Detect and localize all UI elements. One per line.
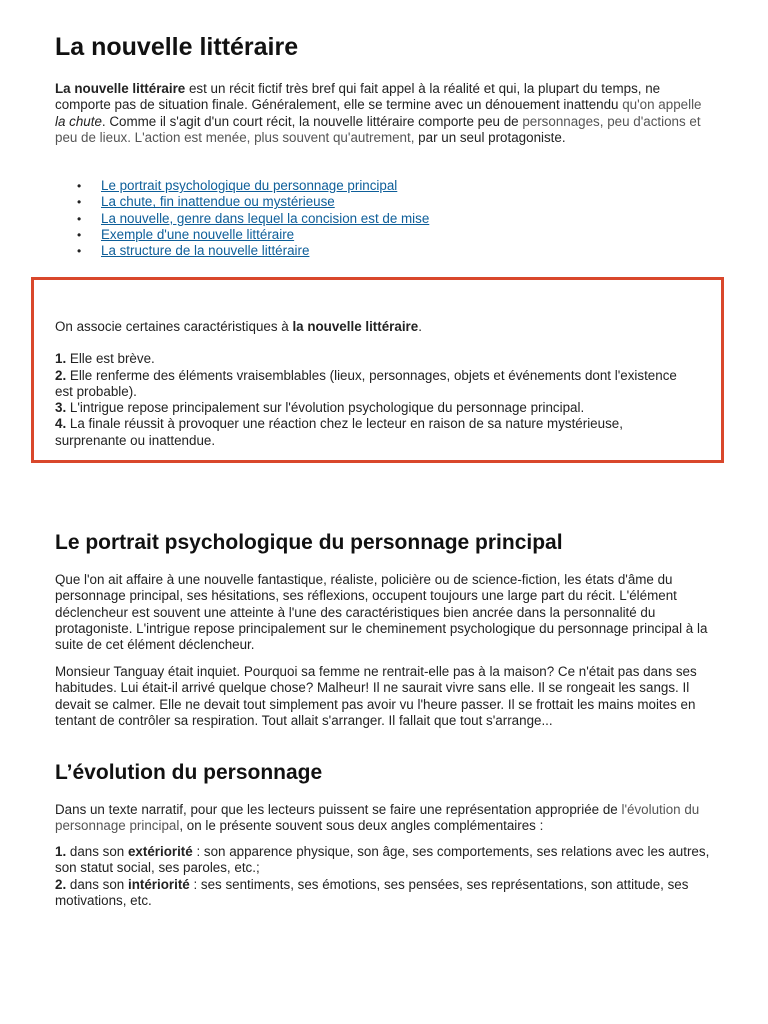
toc-link-portrait[interactable]: Le portrait psychologique du personnage principal [101, 178, 398, 193]
characteristics-intro: On associe certaines caractéristiques à la nouvelle littéraire. [55, 319, 422, 334]
intro-paragraph: La nouvelle littéraire est un récit fictif très bref qui fait appel à la réalité et qui, la plupart du temps, ne comporte pas de situation finale. Généralement, elle se termine avec un dénouement inattendu qu'on appelle la chute. Comme il s'agit d'un court récit, la nouvelle littéraire comporte peu de personnages, peu d'actions et peu de lieux. L'action est menée, plus souvent qu'autrement, par un seul protagoniste. [55, 81, 702, 145]
toc-link-concision[interactable]: La nouvelle, genre dans lequel la concision est de mise [101, 210, 430, 226]
toc-link-exemple[interactable]: Exemple d'une nouvelle littéraire [101, 226, 295, 242]
toc-item [101, 178, 429, 194]
toc-item [101, 227, 429, 243]
section-heading-portrait: Le portrait psychologique du personnage principal [55, 531, 563, 554]
intro-bold-term: La nouvelle littéraire [55, 81, 186, 96]
toc-item [101, 194, 429, 210]
table-of-contents [55, 178, 429, 259]
characteristics-content [55, 319, 695, 449]
page-title: La nouvelle littéraire [55, 33, 299, 61]
example-paragraph: Monsieur Tanguay était inquiet. Pourquoi sa femme ne rentrait-elle pas à la maison? Ce n'était pas dans ses habitudes. Lui était-il arrivé quelque chose? Malheur! Il ne saurait vivre sans elle. Il se rongeait les sangs. Il devait se calmer. Elle ne devait tout simplement pas avoir vu l'heure passer. Il se frottait les mains moites en tentant de contrôler sa respiration. Tout allait s'arranger. Il fallait que tout s'arrange... [55, 664, 697, 728]
characteristics-box [31, 277, 724, 463]
characteristic-item: 4. La finale réussit à provoquer une réaction chez le lecteur en raison de sa nature mystérieuse, surprenante ou inattendue. [55, 416, 623, 448]
section-paragraph: Que l'on ait affaire à une nouvelle fantastique, réaliste, policière ou de science-fiction, les états d'âme du personnage principal, ses hésitations, ses réflexions, occupent toujours une large part du récit. L'élément déclencheur est souvent une atteinte à l'une des caractéristiques bien ancrée dans la personnalité du protagoniste. L'intrigue repose principalement sur le cheminement psychologique du personnage principal à la suite de cet élément déclencheur. [55, 572, 708, 653]
characteristic-item: 1. Elle est brève. [55, 351, 155, 367]
section-heading-evolution: L’évolution du personnage [55, 761, 323, 784]
toc-link-chute[interactable]: La chute, fin inattendue ou mystérieuse [101, 194, 335, 210]
section-paragraph: Dans un texte narratif, pour que les lecteurs puissent se faire une représentation appropriée de l'évolution du personnage principal, on le présente souvent sous deux angles complémentaires : [55, 802, 700, 834]
toc-link-structure[interactable]: La structure de la nouvelle littéraire [101, 243, 310, 259]
toc-item [101, 243, 429, 259]
characteristic-item: 3. L'intrigue repose principalement sur l'évolution psychologique du personnage principal. [55, 400, 585, 416]
toc-item [101, 211, 429, 227]
angles-list: 1. dans son extériorité : son apparence physique, son âge, ses comportements, ses relations avec les autres, son statut social, ses paroles, etc.; 2. dans son intériorité : ses sentiments, ses émotions, ses pensées, ses représentations, son attitude, ses motivations, etc. [55, 844, 710, 908]
characteristic-item: 2. Elle renferme des éléments vraisemblables (lieux, personnages, objets et événements dont l'existence est probable). [55, 367, 677, 399]
intro-italic-term: la chute [55, 113, 102, 129]
